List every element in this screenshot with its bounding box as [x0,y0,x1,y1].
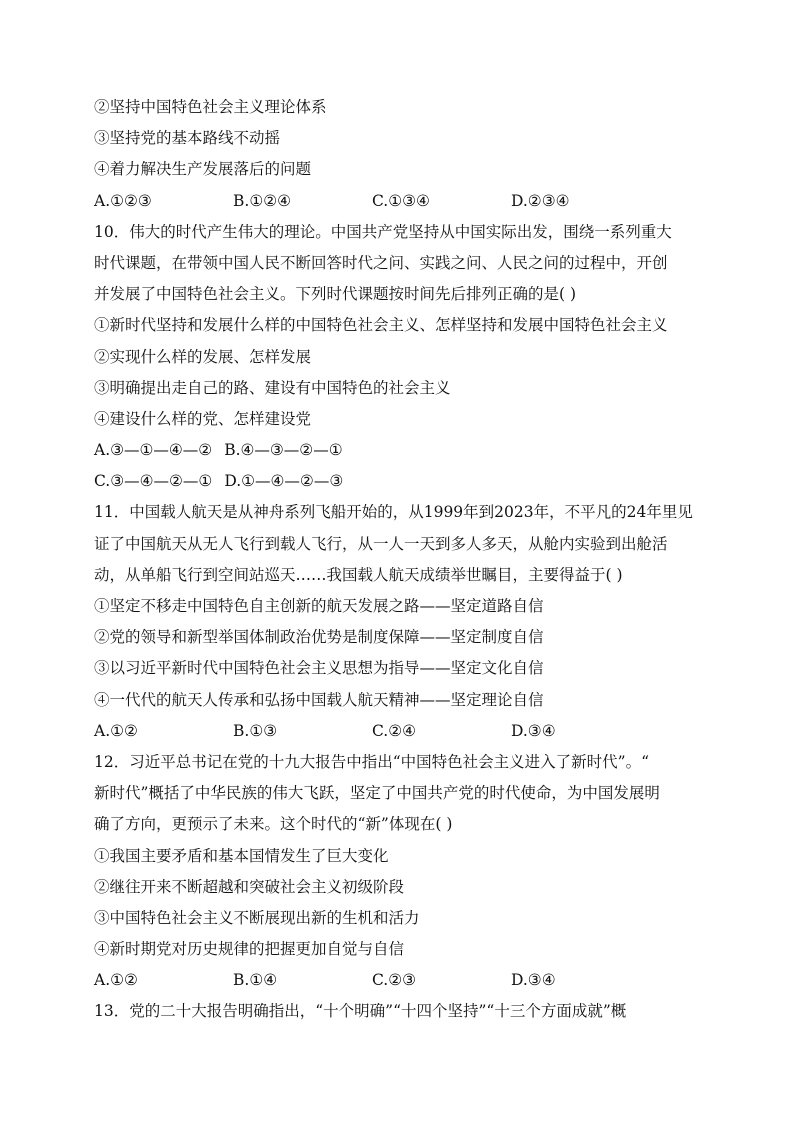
q11-stem-line-1: 11．中国载人航天是从神舟系列飞船开始的，从1999年到2023年，不平凡的24年里见 [94,503,693,522]
q9-options [94,186,706,217]
q10-option-b: B.④—③—②—① [224,441,343,460]
q12-stem-line-1: 12．习近平总书记在党的十九大报告中指出“中国特色社会主义进入了新时代”。“ [94,752,649,771]
q9-option-b: B.①②④ [233,191,292,210]
q10-option-c: C.③—④—②—① [94,472,213,491]
q11-item-4: ④一代代的航天人传承和弘扬中国载人航天精神——坚定理论自信 [94,690,544,709]
q11-options [94,716,706,747]
q9-item-2: ②坚持中国特色社会主义理论体系 [94,98,327,116]
q10-option-d: D.①—④—②—③ [224,472,344,491]
q9-item-3: ③坚持党的基本路线不动摇 [94,129,281,148]
q9-option-d: D.②③④ [511,191,570,210]
q12-option-a: A.①② [94,971,138,990]
q11-stem-line-2: 证了中国航天从无人飞行到载人飞行，从一人一天到多人多天，从舱内实验到出舱活 [94,534,668,553]
q11-option-d: D.③④ [511,721,556,740]
q10-options-row-2 [94,466,706,497]
q11-option-b: B.①③ [233,721,278,740]
q11-item-2: ②党的领导和新型举国体制政治优势是制度保障——坚定制度自信 [94,628,544,647]
q12-stem-line-3: 确了方向，更预示了未来。这个时代的“新”体现在( ) [94,815,453,834]
q10-stem-line-3: 并发展了中国特色社会主义。下列时代课题按时间先后排列正确的是( ) [94,285,577,304]
q11-option-a: A.①② [94,721,138,740]
q10-item-2: ②实现什么样的发展、怎样发展 [94,347,312,366]
q12-item-2: ②继往开来不断超越和突破社会主义初级阶段 [94,877,405,896]
q12-options [94,965,706,996]
q12-option-b: B.①④ [233,971,278,990]
q11-option-c: C.②④ [372,721,417,740]
q12-option-d: D.③④ [511,971,556,990]
q11-stem-line-3: 动，从单船飞行到空间站巡天……我国载人航天成绩举世瞩目，主要得益于( ) [94,565,623,584]
q10-stem-line-1: 10．伟大的时代产生伟大的理论。中国共产党坚持从中国实际出发，围绕一系列重大 [94,222,672,241]
q9-option-c: C.①③④ [372,191,430,210]
q12-stem-line-2: 新时代”概括了中华民族的伟大飞跃，坚定了中国共产党的时代使命，为中国发展明 [94,784,660,803]
q10-options-row-1 [94,435,706,466]
q12-item-4: ④新时期党对历史规律的把握更加自觉与自信 [94,940,405,959]
q10-item-3: ③明确提出走自己的路、建设有中国特色的社会主义 [94,378,451,397]
q10-item-1: ①新时代坚持和发展什么样的中国特色社会主义、怎样坚持和发展中国特色社会主义 [94,316,668,335]
q9-option-a: A.①②③ [94,191,152,210]
question-content [94,92,706,1028]
q13-stem-line-1: 13．党的二十大报告明确指出，“十个明确”“十四个坚持”“十三个方面成就”概 [94,1002,627,1021]
q10-stem-line-2: 时代课题，在带领中国人民不断回答时代之问、实践之问、人民之问的过程中，开创 [94,253,668,272]
q10-option-a: A.③—①—④—② [94,441,213,460]
q11-item-3: ③以习近平新时代中国特色社会主义思想为指导——坚定文化自信 [94,659,544,678]
q10-item-4: ④建设什么样的党、怎样建设党 [94,409,312,428]
q9-item-4: ④着力解决生产发展落后的问题 [94,160,312,179]
q12-item-3: ③中国特色社会主义不断展现出新的生机和活力 [94,908,420,927]
q12-item-1: ①我国主要矛盾和基本国情发生了巨大变化 [94,846,389,865]
q11-item-1: ①坚定不移走中国特色自主创新的航天发展之路——坚定道路自信 [94,597,544,615]
q12-option-c: C.②③ [372,971,417,990]
